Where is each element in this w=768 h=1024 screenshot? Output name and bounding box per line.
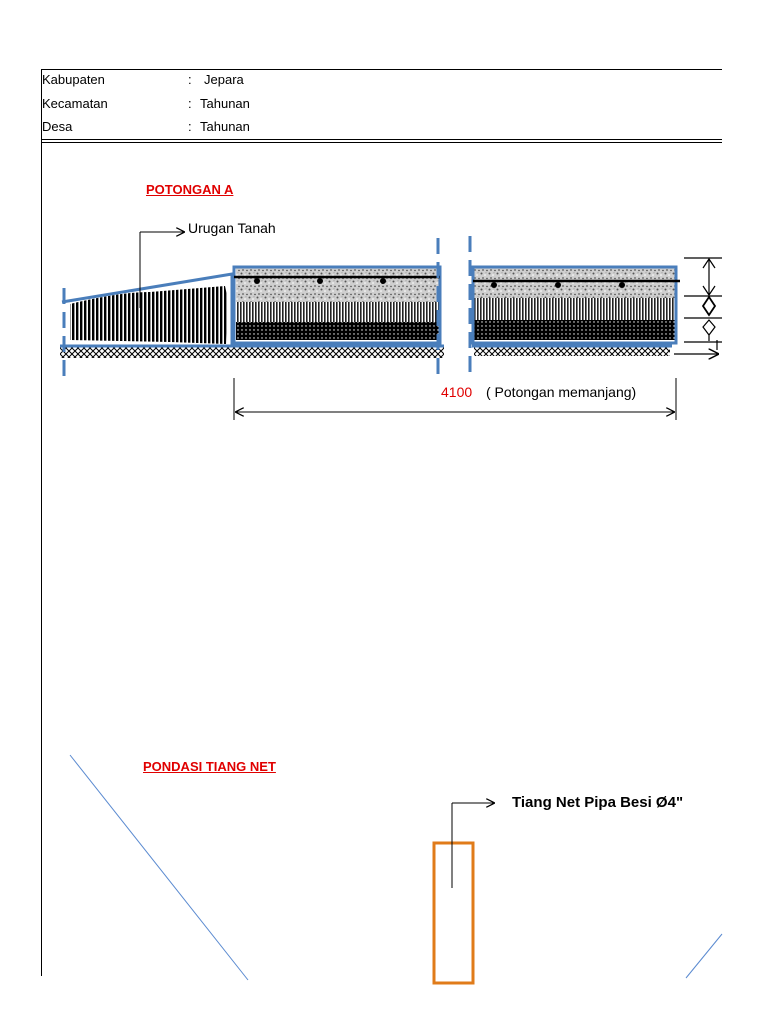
urugan-tanah-fill [62, 274, 232, 346]
header-label: Kecamatan [42, 96, 108, 111]
header-separator: : [188, 72, 192, 87]
dimension-note: ( Potongan memanjang) [486, 384, 637, 400]
header-label: Kabupaten [42, 72, 105, 87]
dimension-value: 4100 [441, 384, 473, 400]
section-title-potongan-a: POTONGAN A [146, 182, 234, 197]
pole-label: Tiang Net Pipa Besi Ø4" [512, 794, 684, 811]
pavement-section-right [472, 267, 680, 356]
urugan-tanah-label: Urugan Tanah [188, 220, 276, 236]
header-separator: : [188, 119, 192, 134]
header-label: Desa [42, 119, 73, 134]
header-value: Tahunan [200, 96, 250, 111]
header-value: Jepara [204, 72, 244, 87]
header-separator: : [188, 96, 192, 111]
pole-foundation [70, 755, 722, 983]
section-title-pondasi-tiang-net: PONDASI TIANG NET [143, 759, 276, 774]
header-value: Tahunan [200, 119, 250, 134]
layer-thickness-markers [674, 258, 722, 354]
